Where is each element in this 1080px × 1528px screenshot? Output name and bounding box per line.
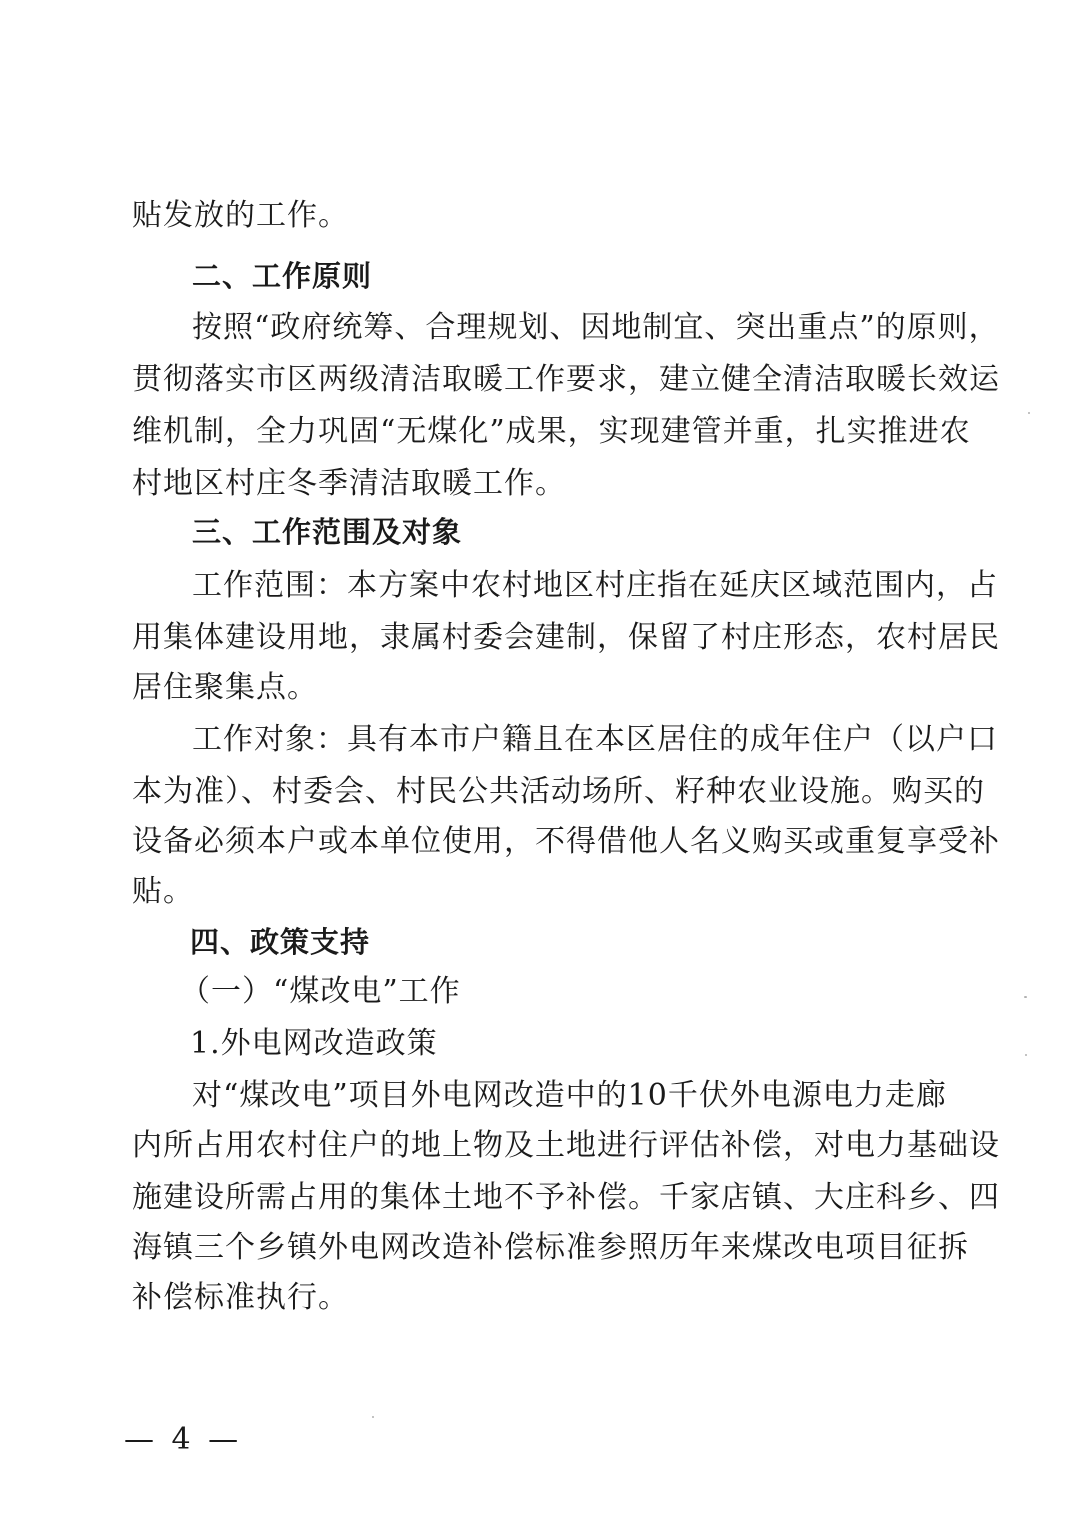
- subsection-heading: （一）“煤改电”工作: [180, 974, 461, 1009]
- body-text-line: 贴发放的工作。: [132, 198, 349, 233]
- body-text-line: 按照“政府统筹、合理规划、因地制宜、突出重点”的原则，: [192, 310, 1000, 345]
- body-text-line: 补偿标准执行。: [132, 1280, 349, 1315]
- body-text-line: 用集体建设用地，隶属村委会建制，保留了村庄形态，农村居民: [132, 620, 1000, 655]
- scan-speck: [1028, 412, 1030, 414]
- subsection-item-heading: 1.外电网改造政策: [190, 1026, 438, 1061]
- body-text-line: 设备必须本户或本单位使用，不得借他人名义购买或重复享受补: [132, 824, 1000, 859]
- scan-speck: [1024, 996, 1027, 998]
- body-text-line: 工作对象：具有本市户籍且在本区居住的成年住户（以户口: [192, 722, 998, 757]
- scan-speck: [1025, 1054, 1027, 1056]
- body-text-line: 居住聚集点。: [132, 670, 318, 705]
- scan-speck: [372, 1416, 374, 1418]
- body-text-line: 本为准）、村委会、村民公共活动场所、籽种农业设施。购买的: [132, 774, 985, 809]
- body-text-line: 内所占用农村住户的地上物及土地进行评估补偿，对电力基础设: [132, 1128, 1000, 1163]
- section-heading-principles: 二、工作原则: [192, 259, 373, 293]
- body-text-line: 对“煤改电”项目外电网改造中的10千伏外电源电力走廊: [192, 1078, 947, 1113]
- section-heading-scope: 三、工作范围及对象: [192, 515, 463, 549]
- body-text-line: 海镇三个乡镇外电网改造补偿标准参照历年来煤改电项目征拆: [132, 1230, 969, 1265]
- section-heading-policy: 四、政策支持: [190, 925, 371, 959]
- body-text-line: 贯彻落实市区两级清洁取暖工作要求，建立健全清洁取暖长效运: [132, 362, 1000, 397]
- body-text-line: 施建设所需占用的集体土地不予补偿。千家店镇、大庄科乡、四: [132, 1180, 1000, 1215]
- page-number: — 4 —: [124, 1422, 243, 1457]
- body-text-line: 贴。: [132, 874, 194, 909]
- body-text-line: 村地区村庄冬季清洁取暖工作。: [132, 466, 566, 501]
- body-text-line: 维机制，全力巩固“无煤化”成果，实现建管并重，扎实推进农: [132, 414, 971, 449]
- body-text-line: 工作范围：本方案中农村地区村庄指在延庆区域范围内，占: [192, 568, 998, 603]
